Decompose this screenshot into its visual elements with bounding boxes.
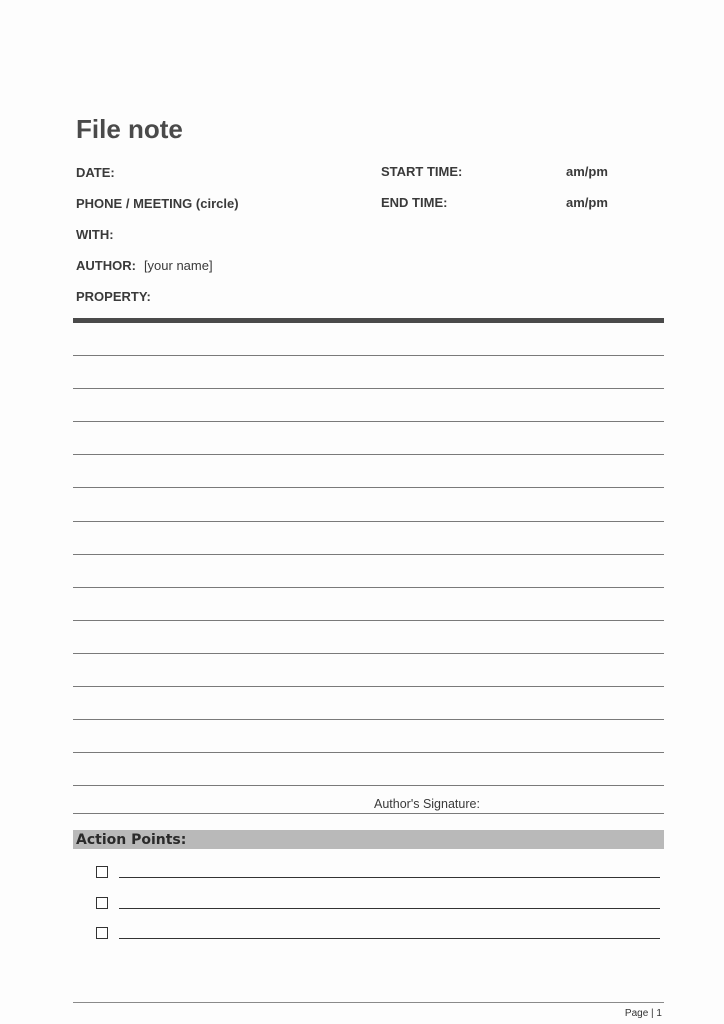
note-line[interactable] [73,719,664,720]
start-time-label: START TIME: [381,164,463,179]
author-label: AUTHOR: [76,258,136,273]
page-title: File note [76,114,183,144]
action-checkbox[interactable] [96,866,108,878]
note-line[interactable] [73,686,664,687]
footer-divider [73,1002,664,1003]
start-time-field [381,164,462,179]
note-line[interactable] [73,752,664,753]
end-time-suffix: am/pm [566,195,608,210]
action-item-line[interactable] [119,908,660,909]
end-time-label: END TIME: [381,195,448,210]
page-number: Page | 1 [624,1008,662,1019]
note-line[interactable] [73,454,664,455]
signature-line[interactable] [73,813,664,814]
note-line[interactable] [73,487,664,488]
date-field [76,165,115,180]
start-time-suffix: am/pm [566,164,608,179]
note-line[interactable] [73,355,664,356]
action-checkbox[interactable] [96,897,108,909]
property-label: PROPERTY: [76,289,151,304]
note-line[interactable] [73,620,664,621]
action-item-line[interactable] [119,938,660,939]
note-line[interactable] [73,388,664,389]
note-line[interactable] [73,521,664,522]
author-field [76,258,213,273]
phone-meeting-field [76,196,239,211]
note-line[interactable] [73,587,664,588]
note-line[interactable] [73,785,664,786]
author-value[interactable]: [your name] [143,258,213,273]
action-points-header [73,830,664,849]
end-time-field [381,195,447,210]
phone-meeting-label: PHONE / MEETING (circle) [76,196,239,211]
note-line[interactable] [73,421,664,422]
with-field [76,227,114,242]
date-label: DATE: [76,165,115,180]
action-checkbox[interactable] [96,927,108,939]
signature-label: Author's Signature: [374,797,480,811]
note-line[interactable] [73,554,664,555]
property-field [76,289,151,304]
header-divider [73,318,664,323]
with-label: WITH: [76,227,114,242]
action-points-title: Action Points: [76,832,187,848]
note-line[interactable] [73,653,664,654]
action-item-line[interactable] [119,877,660,878]
